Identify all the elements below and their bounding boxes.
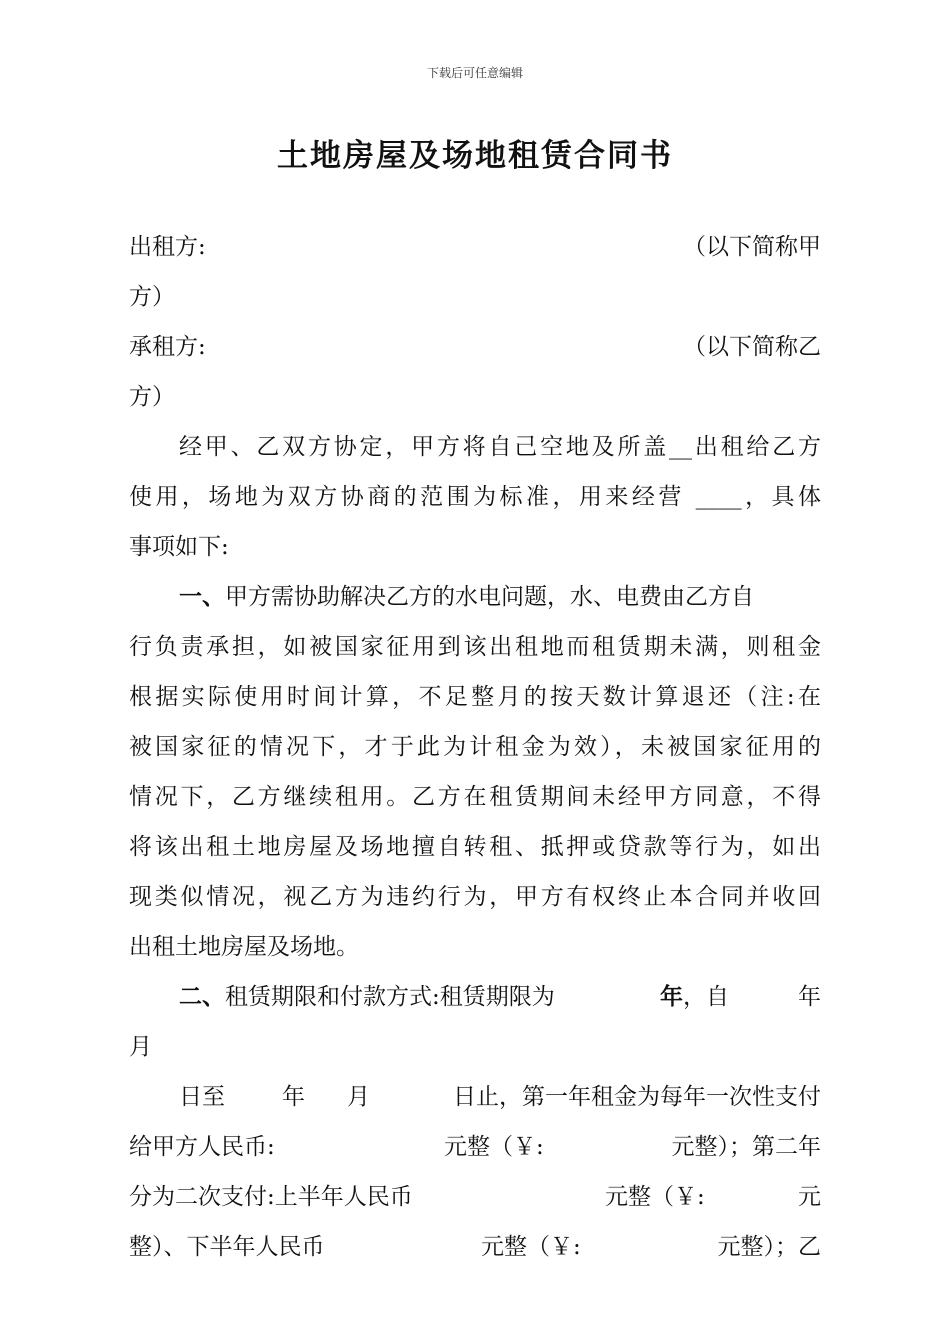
lessor-alias: （以下简称甲: [683, 234, 821, 260]
document-title: 土地房屋及场地租赁合同书: [277, 138, 673, 174]
payment-line: [129, 1230, 821, 1264]
clause-one-heading-line: [179, 580, 821, 614]
amount-text: 元整（￥:: [444, 1134, 544, 1160]
paragraph-line: 出租土地房屋及场地。: [129, 934, 359, 960]
lessor-line: [129, 230, 821, 264]
page-header-note: 下载后可任意编辑: [426, 66, 523, 80]
amount-text: 元整（￥:: [605, 1184, 705, 1210]
paragraph-line: 经甲、乙双方协定，甲方将自己空地及所盖__出租给乙方: [179, 434, 821, 460]
payment-line: [129, 1180, 821, 1214]
amount-text: 元整）；第二年: [671, 1134, 821, 1160]
paragraph-line: 月: [129, 1034, 152, 1060]
month-unit: 月: [347, 1084, 370, 1110]
clause-two-heading-line: [179, 980, 821, 1014]
clause-text: 甲方需协助解决乙方的水电问题，水、电费由乙方自: [225, 584, 754, 610]
lessee-alias: （以下简称乙: [683, 334, 821, 360]
payment-text: 分为二次支付:上半年人民币: [129, 1184, 413, 1210]
lessee-alias-end: 方）: [129, 384, 175, 410]
lessor-label: 出租方:: [129, 234, 206, 260]
paragraph-line: 被国家征的情况下，才于此为计租金为效），未被国家征用的: [129, 734, 821, 760]
year-unit: 年: [798, 984, 821, 1010]
paragraph-line: 根据实际使用时间计算，不足整月的按天数计算退还（注:在: [129, 684, 821, 710]
lessee-label: 承租方:: [129, 334, 206, 360]
first-year-rent-text: 日止，第一年租金为每年一次性支付: [453, 1084, 821, 1110]
term-year-unit: 年: [660, 983, 683, 1010]
payment-text: 给甲方人民币:: [129, 1134, 275, 1160]
payment-text: 整）、下半年人民币: [129, 1234, 325, 1260]
paragraph-line: 行负责承担，如被国家征用到该出租地而租赁期未满，则租金: [129, 634, 821, 660]
paragraph-line: 使用，场地为双方协商的范围为标准，用来经营 ____，具体: [129, 484, 821, 510]
amount-text: 元: [798, 1184, 821, 1210]
amount-text: 元整（￥:: [481, 1234, 581, 1260]
paragraph-line: 将该出租土地房屋及场地擅自转租、抵押或贷款等行为，如出: [129, 834, 821, 860]
paragraph-line: 现类似情况，视乙方为违约行为，甲方有权终止本合同并收回: [129, 884, 821, 910]
day-to-text: 日至: [179, 1084, 225, 1110]
paragraph-line: 事项如下:: [129, 534, 229, 560]
clause-number: 一、: [179, 583, 225, 610]
year-unit: 年: [282, 1084, 305, 1110]
from-text: ，自: [683, 984, 729, 1010]
payment-line: [129, 1130, 821, 1164]
clause-number: 二、: [179, 983, 225, 1010]
paragraph-line: 情况下，乙方继续租用。乙方在租赁期间未经甲方同意，不得: [129, 784, 821, 810]
amount-text: 元整）；乙: [717, 1234, 821, 1260]
lessor-alias-end: 方）: [129, 284, 175, 310]
date-range-line: [179, 1080, 821, 1114]
lessee-line: [129, 330, 821, 364]
clause-text: 租赁期限和付款方式:租赁期限为: [225, 984, 555, 1010]
